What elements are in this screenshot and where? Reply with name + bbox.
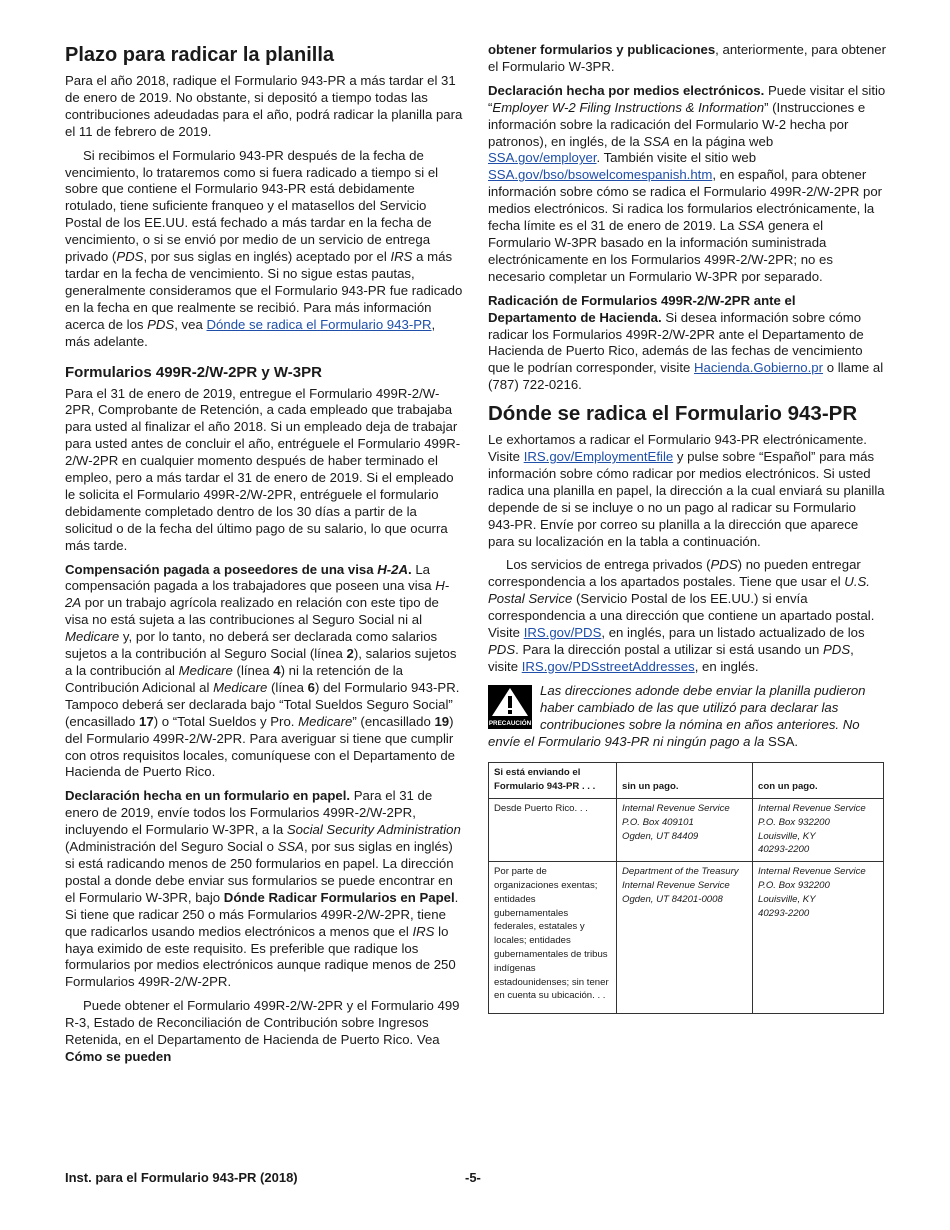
paragraph: Compensación pagada a poseedores de una visa H-2A. La compensación pagada a los trabajadores que poseen una visa H-2A por un trabajo agrícola realizado en relación con este tipo de visa no está sujeta a las contribuciones al Seguro Social ni al Medicare y, por lo tanto, no deberá ser declarada como salarios sujetos a la contribución al Seguro Social (línea 2), salarios sujetos a la contribución al Medicare (línea 4) ni la retención de la Contribución Adicional al Medicare (línea 6) del Formulario 943-PR. Tampoco deberá ser declarada bajo “Total Sueldos Seguro Social” (encasillado 17) o “Total Sueldos y Pro. Medicare” (encasillado 19) del Formulario 499R-2/W-2PR. Para averiguar si tiene que cumplir con otros requisitos locales, comuníquese con el Departamento de Hacienda de Puerto Rico. — [65, 561, 460, 780]
paragraph: Declaración hecha en un formulario en papel. Para el 31 de enero de 2019, envíe todos los Formularios 499R-2/W-2PR, incluyendo el Formulario W-3PR, a la Social Security Administration (Administración del Seguro Social o SSA, por sus siglas en inglés) si está radicando menos de 250 formularios en papel. La dirección postal a donde debe enviar sus formularios se puede encontrar en el Formulario W-3PR, bajo Dónde Radicar Formularios en Papel. Si tiene que radicar 250 o más Formularios 499R-2/W-2PR, tiene que radicarlos usando medios electrónicos a menos que el IRS lo haya eximido de este requisito. Es preferible que radique los formularios por medios electrónicos aunque radique menos de 250 Formularios 499R-2/W-2PR. — [65, 788, 461, 990]
caution-text: Las direcciones adonde debe enviar la planilla pudieron haber cambiado de las que utilizó para declarar las contribuciones sobre la nómina en años anteriores. No envíe el Formulario 943-PR ni ningún pago a la SSA. — [488, 682, 866, 749]
table-row — [489, 862, 884, 1014]
paragraph: Radicación de Formularios 499R-2/W-2PR ante el Departamento de Hacienda. Si desea información sobre cómo radicar los Formularios 499R-2/W-2PR ante el Departamento de Hacienda de Puerto Rico, además de las fechas de vencimiento que le podrían corresponder, visite Hacienda.Gobierno.pr o llame al (787) 722-0216. — [488, 292, 884, 393]
link-irs-pds-street[interactable]: IRS.gov/PDSstreetAddresses — [521, 658, 695, 674]
paragraph: obtener formularios y publicaciones, anteriormente, para obtener el Formulario W-3PR. — [488, 42, 886, 74]
right-column — [488, 42, 886, 1014]
section-heading-where-to-file: Dónde se radica el Formulario 943-PR — [488, 402, 858, 426]
link-ssa-employer[interactable]: SSA.gov/employer — [488, 150, 597, 166]
link-irs-employment-efile[interactable]: IRS.gov/EmploymentEfile — [523, 449, 674, 465]
caution-icon — [488, 685, 532, 729]
section-heading-forms: Formularios 499R-2/W-2PR y W-3PR — [65, 363, 322, 381]
caution-label: PRECAUCIÓN — [488, 719, 532, 727]
table-cell-from: Desde Puerto Rico. . . — [489, 799, 617, 862]
caution-note — [488, 683, 886, 751]
link-irs-pds[interactable]: IRS.gov/PDS — [523, 625, 602, 641]
paragraph: Puede obtener el Formulario 499R-2/W-2PR y el Formulario 499 R-3, Estado de Reconciliación de Contribución sobre Ingresos Retenida, en el Departamento de Hacienda de Puerto Rico. Vea Cómo se pueden — [65, 998, 460, 1064]
table-cell-without-payment: Department of the Treasury Internal Revenue Service Ogden, UT 84201-0008 — [617, 862, 753, 1014]
left-column — [65, 42, 463, 1073]
paragraph: Le exhortamos a radicar el Formulario 943-PR electrónicamente. Visite IRS.gov/EmploymentEfile y pulse sobre “Español” para más información sobre cómo radicar por medios electrónicos. Si usted radica una planilla en papel, la dirección a la cual enviará su planilla depende de si se incluye o no un pago al radicar su Formulario 943-PR. Envíe por correo su planilla a la dirección que aparece para su localización en la tabla a continuación. — [488, 432, 885, 549]
table-header: con un pago. — [753, 763, 884, 799]
table-header: sin un pago. — [617, 763, 753, 799]
paragraph: Si recibimos el Formulario 943-PR después de la fecha de vencimiento, lo trataremos como si fuera radicado a tiempo si el sobre que contiene el Formulario 943-PR está debidamente rotulado, tiene suficiente franqueo y el matasellos del Servicio Postal de los EE.UU. está fechado a más tardar en la fecha de vencimiento, o si se envió por medio de un servicio de entrega privado (PDS, por sus siglas en inglés) aceptado por el IRS a más tardar en la fecha de vencimiento. Si no sigue estas pautas, generalmente consideramos que el Formulario 943-PR fue radicado en la fecha en que realmente se recibió. Para más información acerca de los PDS, vea Dónde se radica el Formulario 943-PR, más adelante. — [65, 147, 463, 349]
section-heading-deadline: Plazo para radicar la planilla — [65, 44, 335, 66]
table-cell-without-payment: Internal Revenue Service P.O. Box 409101 Ogden, UT 84409 — [617, 799, 753, 862]
table-cell-with-payment: Internal Revenue Service P.O. Box 932200 Louisville, KY 40293-2200 — [753, 799, 884, 862]
table-row — [489, 799, 884, 862]
filing-address-table — [488, 762, 884, 1014]
link-donde-se-radica[interactable]: Dónde se radica el Formulario 943-PR — [206, 316, 432, 332]
link-ssa-bso[interactable]: SSA.gov/bso/bsowelcomespanish.htm — [488, 167, 713, 183]
table-header: Si está enviando el Formulario 943-PR . . . — [489, 763, 617, 799]
paragraph: Para el 31 de enero de 2019, entregue el Formulario 499R-2/W-2PR, Comprobante de Retención, a cada empleado que trabajaba para usted al finalizar el año 2018. Si un empleado deja de trabajar para usted antes de concluir el año, entréguele el Formulario 499R-2/W-2PR en cualquier momento después de haber terminado el empleo, pero a más tardar el 31 de enero de 2019. Si el empleado le solicita el Formulario 499R-2/W-2PR, entréguele el formulario debidamente completado dentro de los 30 días a partir de la solicitud o de la fecha del último pago de su salario, lo que ocurra más tarde. — [65, 385, 461, 553]
table-header-row — [489, 763, 884, 799]
table-cell-from: Por parte de organizaciones exentas; entidades gubernamentales federales, estatales y locales; entidades gubernamentales de tribus indígenas estadounidenses; sin tener en cuenta su ubicación. . . — [489, 862, 617, 1014]
page-number: -5- — [465, 1170, 481, 1185]
paragraph: Declaración hecha por medios electrónicos. Puede visitar el sitio “Employer W-2 Filing Instructions & Information” (Instrucciones e información sobre la radicación del Formulario W-2 hecha por patronos), en inglés, de la SSA en la página web SSA.gov/employer. También visite el sitio web SSA.gov/bso/bsowelcomespanish.htm, en español, para obtener información sobre cómo se radica el Formulario 499R-2/W-2PR por medios electrónicos. Si radica los formularios electrónicamente, la fecha límite es el 31 de enero de 2019. La SSA genera el Formulario W-3PR basado en la información suministrada electrónicamente en los Formularios 499R-2/W-2PR; no es necesario completar un Formulario W-3PR por separado. — [488, 82, 886, 284]
paragraph: Los servicios de entrega privados (PDS) no pueden entregar correspondencia a los apartados postales. Tiene que usar el U.S. Postal Service (Servicio Postal de los EE.UU.) si envía correspondencia a una dirección que contiene un apartado postal. Visite IRS.gov/PDS, en inglés, para un listado actualizado de los PDS. Para la dirección postal a utilizar si está usando un PDS, visite IRS.gov/PDSstreetAddresses, en inglés. — [488, 557, 875, 674]
link-hacienda[interactable]: Hacienda.Gobierno.pr — [694, 360, 824, 376]
paragraph: Para el año 2018, radique el Formulario 943-PR a más tardar el 31 de enero de 2019. No obstante, si depositó a tiempo todas las contribuciones adeudadas para el año, podrá radicar la planilla para el 11 de febrero de 2019. — [65, 73, 463, 139]
table-cell-with-payment: Internal Revenue Service P.O. Box 932200 Louisville, KY 40293-2200 — [753, 862, 884, 1014]
footer-form-title: Inst. para el Formulario 943-PR (2018) — [65, 1170, 298, 1185]
